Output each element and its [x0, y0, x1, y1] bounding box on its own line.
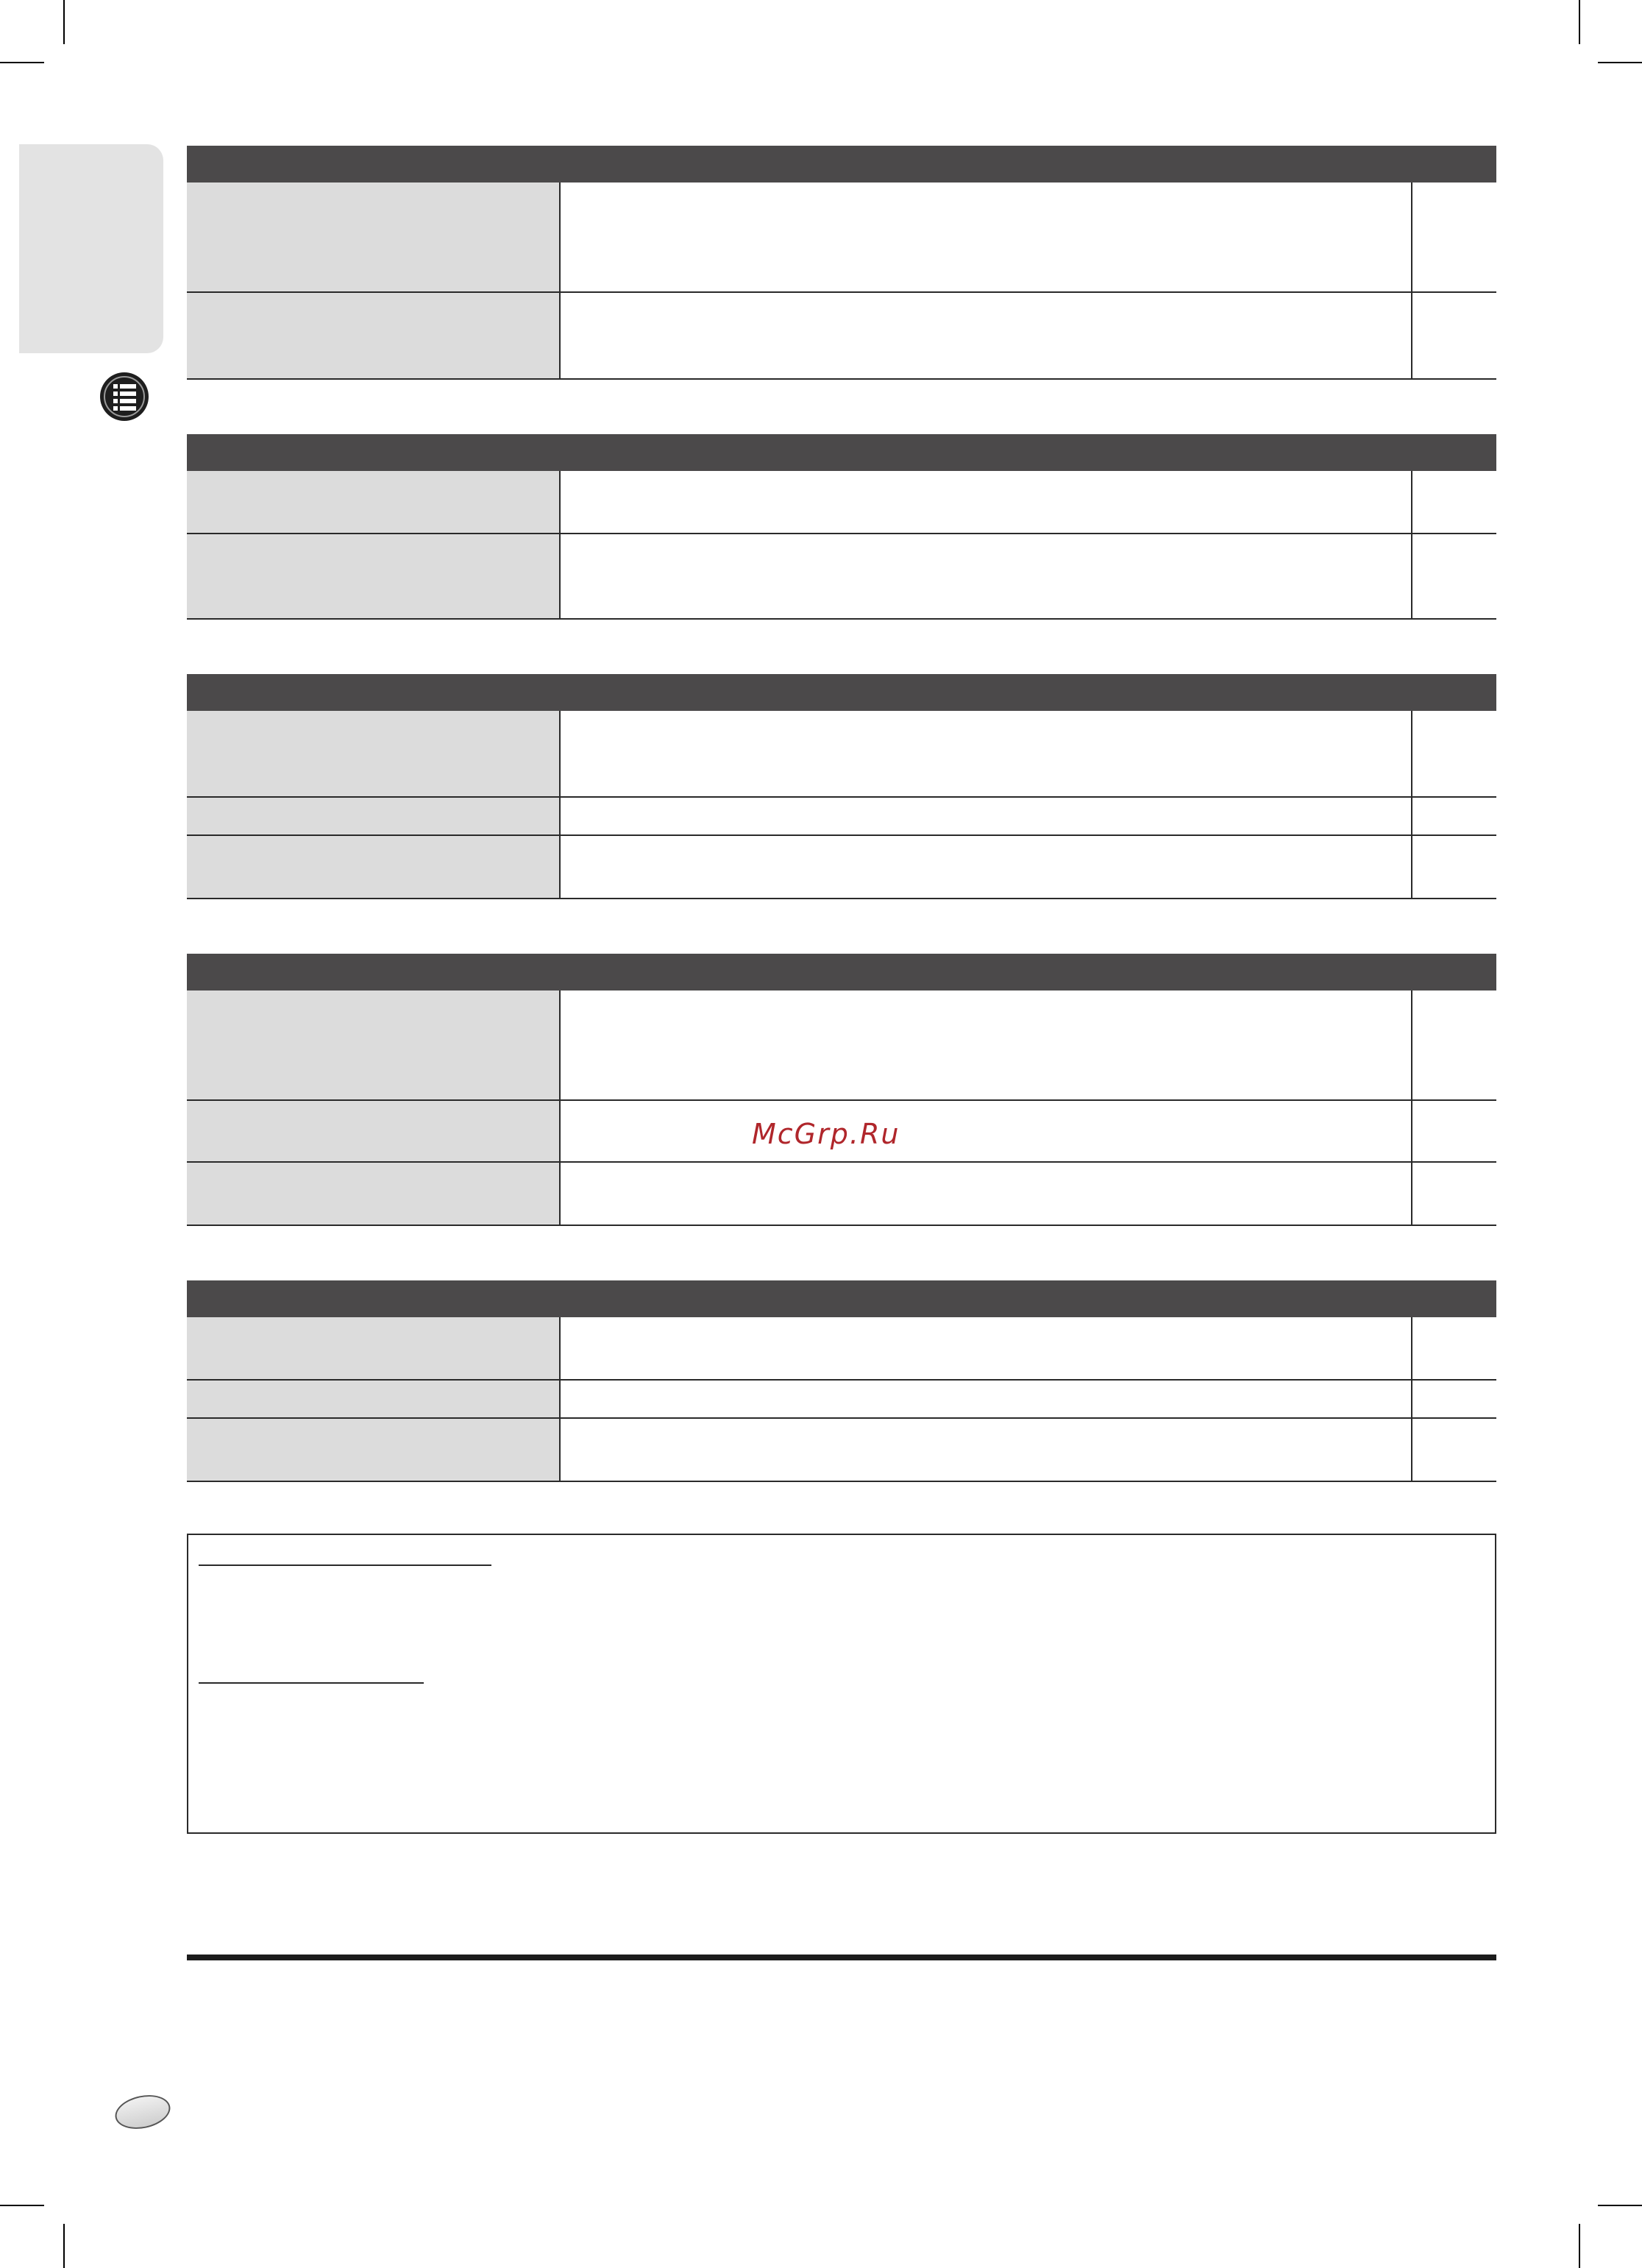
table-row — [187, 798, 1496, 836]
row-page-ref-cell — [1412, 836, 1496, 898]
row-page-ref-cell — [1412, 1381, 1496, 1417]
table-row — [187, 293, 1496, 380]
row-label-cell — [187, 293, 561, 378]
side-tab — [19, 144, 163, 353]
row-description-cell — [561, 798, 1412, 834]
row-description-cell — [561, 293, 1412, 378]
crop-mark — [63, 2224, 65, 2268]
row-label-cell — [187, 798, 561, 834]
row-description-cell — [561, 534, 1412, 618]
crop-mark — [0, 2205, 44, 2206]
row-description-cell — [561, 1163, 1412, 1225]
row-description-cell — [561, 182, 1412, 291]
row-page-ref-cell — [1412, 1419, 1496, 1481]
table-row — [187, 1163, 1496, 1226]
crop-mark — [63, 0, 65, 44]
crop-mark — [1579, 0, 1580, 44]
row-label-cell — [187, 836, 561, 898]
section-header — [187, 954, 1496, 991]
table-row — [187, 836, 1496, 899]
row-label-cell — [187, 1101, 561, 1161]
row-description-cell — [561, 836, 1412, 898]
row-label-cell — [187, 1419, 561, 1481]
note-subheading-underline — [199, 1564, 491, 1566]
table-row — [187, 471, 1496, 534]
row-label-cell — [187, 182, 561, 291]
row-page-ref-cell — [1412, 711, 1496, 796]
row-description-cell — [561, 1101, 1412, 1161]
section-5 — [187, 1280, 1496, 1482]
watermark-text: McGrp.Ru — [752, 1118, 900, 1150]
page-number-oval — [112, 2091, 173, 2134]
row-page-ref-cell — [1412, 182, 1496, 291]
crop-mark — [1579, 2224, 1580, 2268]
bottom-rule — [187, 1955, 1496, 1960]
section-header — [187, 1280, 1496, 1317]
crop-mark — [1598, 62, 1642, 63]
row-page-ref-cell — [1412, 991, 1496, 1099]
table-row — [187, 711, 1496, 798]
table-row — [187, 991, 1496, 1101]
row-label-cell — [187, 471, 561, 533]
row-description-cell — [561, 1381, 1412, 1417]
section-2 — [187, 434, 1496, 620]
section-4 — [187, 954, 1496, 1226]
row-description-cell — [561, 1317, 1412, 1379]
row-label-cell — [187, 711, 561, 796]
table-row — [187, 1381, 1496, 1419]
row-page-ref-cell — [1412, 471, 1496, 533]
row-label-cell — [187, 1163, 561, 1225]
row-label-cell — [187, 1317, 561, 1379]
row-page-ref-cell — [1412, 1317, 1496, 1379]
note-subheading-underline — [199, 1682, 424, 1684]
table-row — [187, 1419, 1496, 1482]
table-row — [187, 182, 1496, 293]
crop-mark — [0, 62, 44, 63]
row-page-ref-cell — [1412, 1163, 1496, 1225]
row-page-ref-cell — [1412, 798, 1496, 834]
row-page-ref-cell — [1412, 534, 1496, 618]
section-header — [187, 146, 1496, 182]
row-label-cell — [187, 1381, 561, 1417]
row-page-ref-cell — [1412, 1101, 1496, 1161]
list-icon — [99, 371, 150, 422]
section-3 — [187, 674, 1496, 899]
row-description-cell — [561, 471, 1412, 533]
row-page-ref-cell — [1412, 293, 1496, 378]
table-row — [187, 1317, 1496, 1381]
section-header — [187, 434, 1496, 471]
section-1 — [187, 146, 1496, 380]
row-label-cell — [187, 534, 561, 618]
note-box — [187, 1534, 1496, 1834]
row-description-cell — [561, 991, 1412, 1099]
crop-mark — [1598, 2205, 1642, 2206]
section-header — [187, 674, 1496, 711]
row-label-cell — [187, 991, 561, 1099]
row-description-cell — [561, 1419, 1412, 1481]
row-description-cell — [561, 711, 1412, 796]
table-row — [187, 534, 1496, 620]
